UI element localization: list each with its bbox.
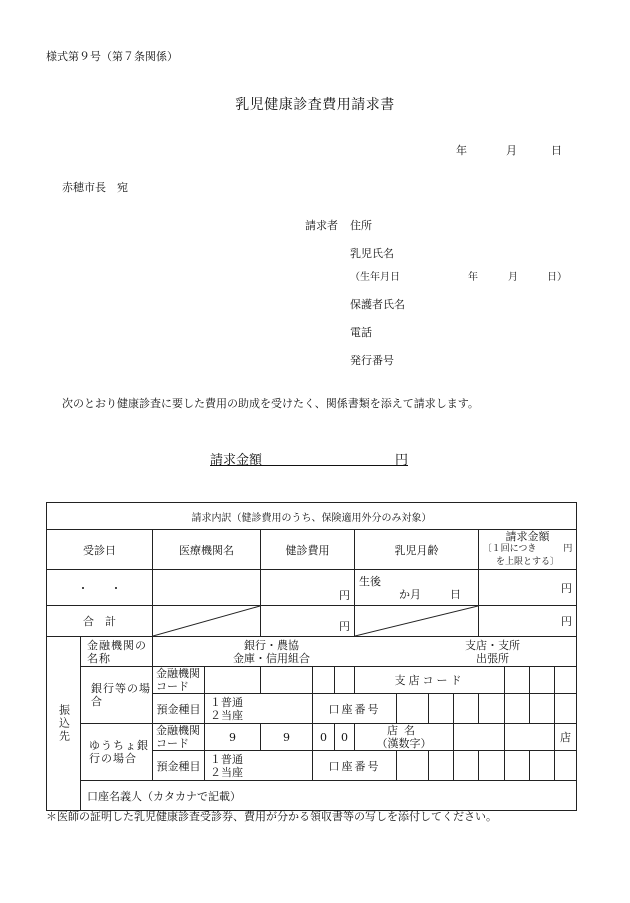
account-holder-cell[interactable] (81, 781, 577, 811)
institution-cell[interactable] (153, 570, 261, 606)
infant-age-cell[interactable] (355, 570, 479, 606)
yucho-account-digit[interactable] (454, 751, 479, 781)
yucho-account-digit[interactable] (505, 751, 530, 781)
store-name-label: 店名 (387, 724, 421, 737)
claim-amount-yen: 円 (561, 581, 572, 595)
header-claim-amount-label: 請求金額 (505, 530, 550, 543)
yucho-deposit-options[interactable] (205, 751, 313, 781)
header-claim-note-1: 〔１回につき 円 (482, 544, 573, 554)
header-claim-amount (479, 530, 577, 570)
store-name-label-cell (355, 724, 454, 751)
store-suffix: 店 (555, 724, 577, 751)
infant-name-label: 乳児氏名 (350, 247, 394, 260)
claimant-label: 請求者 (305, 219, 338, 232)
total-age-cell (355, 606, 479, 637)
yucho-account-digit[interactable] (429, 751, 454, 781)
header-institution: 医療機関名 (153, 530, 261, 570)
bank-account-digit[interactable] (555, 694, 577, 724)
yucho-code-digit: 0 (313, 724, 335, 751)
yucho-deposit-type-label: 預金種目 (153, 751, 205, 781)
store-name-input[interactable] (505, 724, 555, 751)
exam-cost-yen: 円 (339, 589, 350, 602)
birthdate-label: （生年月日 (350, 272, 400, 283)
address-label: 住所 (350, 219, 372, 232)
age-months: か月 (399, 587, 421, 601)
yucho-code-digit: 0 (335, 724, 355, 751)
yucho-account-digit[interactable] (555, 751, 577, 781)
bank-account-digit[interactable] (429, 694, 454, 724)
store-name-input[interactable] (454, 724, 505, 751)
deposit-opt-ordinary: １普通 (210, 695, 243, 709)
inst-name-cell[interactable] (153, 637, 577, 667)
yucho-account-digit[interactable] (397, 751, 429, 781)
store-name-note: （漢数字） (376, 737, 432, 750)
branch-code-digit[interactable] (505, 667, 530, 694)
total-label-cell: 合 計 (47, 606, 153, 637)
bank-types (233, 639, 310, 665)
claim-amount-unit: 円 (394, 453, 408, 468)
bank-code-digit[interactable] (313, 667, 335, 694)
phone-label: 電話 (350, 326, 372, 339)
form-number: 様式第９号（第７条関係） (46, 50, 178, 63)
claim-amount-line (210, 449, 408, 466)
yucho-account-digit[interactable] (530, 751, 555, 781)
header-exam-date: 受診日 (47, 530, 153, 570)
date-day: 日 (551, 144, 562, 157)
bank-code-digit[interactable] (205, 667, 261, 694)
total-claim-cell[interactable] (479, 606, 577, 637)
transfer-label: 振込先 (57, 704, 71, 743)
request-statement: 次のとおり健康診査に要した費用の助成を受けたく、関係書類を添えて請求します。 (62, 397, 479, 410)
yucho-account-digit[interactable] (479, 751, 505, 781)
total-institution-cell (153, 606, 261, 637)
yucho-inst-code-label: 金融機関コード (153, 724, 205, 751)
yucho-group-label: ゆうちょ銀行の場合 (81, 724, 153, 781)
bank-account-digit[interactable] (530, 694, 555, 724)
bank-account-digit[interactable] (505, 694, 530, 724)
issue-number-label: 発行番号 (350, 354, 394, 367)
bank-account-no-label: 口座番号 (313, 694, 397, 724)
header-infant-age: 乳児月齢 (355, 530, 479, 570)
branch-types-2: 出張所 (476, 652, 509, 665)
total-claim-yen: 円 (561, 615, 572, 628)
diagonal-line (355, 606, 478, 636)
bank-account-digit[interactable] (454, 694, 479, 724)
yucho-code-digit: 9 (205, 724, 261, 751)
branch-code-digit[interactable] (530, 667, 555, 694)
transfer-label-cell (47, 637, 81, 811)
yucho-deposit-opt-current: ２当座 (210, 765, 243, 779)
branch-code-label: 支店コード (355, 667, 505, 694)
account-holder-label: 口座名義人（カタカナで記載） (87, 789, 241, 803)
yucho-deposit-opt-ordinary: １普通 (210, 752, 243, 766)
total-cost-yen: 円 (339, 620, 350, 633)
date-month: 月 (506, 144, 517, 157)
yucho-account-no-label: 口座番号 (313, 751, 397, 781)
breakdown-table (46, 502, 577, 811)
age-after-birth: 生後 (359, 574, 381, 588)
addressee: 赤穂市長 宛 (62, 181, 128, 194)
bank-account-digit[interactable] (397, 694, 429, 724)
total-cost-cell[interactable] (261, 606, 355, 637)
breakdown-title-cell (47, 503, 577, 530)
claim-amount-label: 請求金額 (210, 453, 263, 468)
bank-types-2: 金庫・信用組合 (233, 652, 310, 665)
header-exam-cost: 健診費用 (261, 530, 355, 570)
bank-group-label: 銀行等の場合 (81, 667, 153, 724)
branch-code-digit[interactable] (555, 667, 577, 694)
bank-deposit-options[interactable] (205, 694, 313, 724)
guardian-name-label: 保護者氏名 (350, 298, 405, 311)
exam-date-cell[interactable]: ・ ・ (47, 570, 153, 606)
footnote: ＊医師の証明した乳児健康診査受診券、費用が分かる領収書等の写しを添付してください。 (46, 810, 497, 823)
bank-account-digit[interactable] (479, 694, 505, 724)
bank-code-digit[interactable] (335, 667, 355, 694)
bank-inst-code-label: 金融機関コード (153, 667, 205, 694)
birth-month: 月 (508, 272, 518, 283)
bank-deposit-type-label: 預金種目 (153, 694, 205, 724)
inst-name-label: 金融機関の名称 (81, 637, 153, 667)
birth-year: 年 (468, 272, 478, 283)
exam-cost-cell[interactable] (261, 570, 355, 606)
header-claim-note-2: を上限とする〕 (495, 557, 559, 567)
birth-day: 日） (547, 272, 567, 283)
branch-types (465, 639, 520, 665)
yucho-code-digit: 9 (261, 724, 313, 751)
branch-types-1: 支店・支所 (465, 639, 520, 652)
document-title: 乳児健康診査費用請求書 (235, 97, 395, 113)
diagonal-line (153, 606, 260, 636)
claim-amount-cell[interactable] (479, 570, 577, 606)
deposit-opt-current: ２当座 (210, 708, 243, 722)
bank-types-1: 銀行・農協 (244, 639, 299, 652)
date-year: 年 (456, 144, 467, 157)
bank-code-digit[interactable] (261, 667, 313, 694)
age-days: 日 (450, 587, 461, 601)
breakdown-title: 請求内訳（健診費用のうち、保険適用外分のみ対象） (191, 512, 432, 524)
